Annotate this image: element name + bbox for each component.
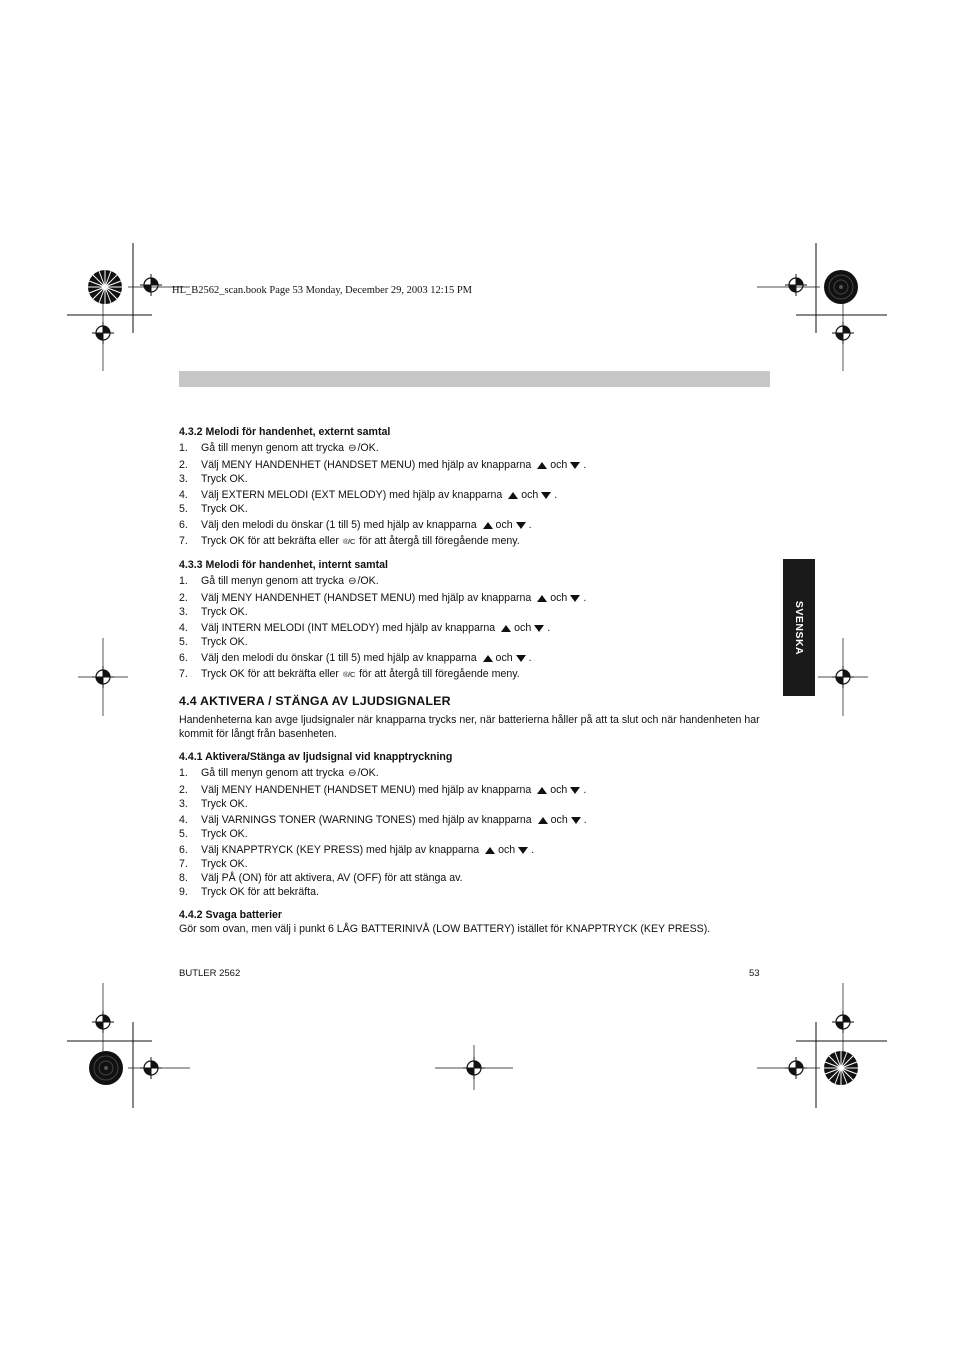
step-number: 4.: [179, 489, 188, 501]
step-number: 3.: [179, 798, 188, 810]
och-text: och: [495, 652, 513, 664]
list-item: [179, 766, 774, 781]
triangle-down-icon: [570, 462, 580, 469]
step-text-end: /OK.: [357, 442, 379, 454]
list-item: [179, 813, 774, 827]
step-text-end: .: [583, 459, 587, 471]
triangle-up-icon: [501, 625, 511, 632]
list-item: [179, 591, 774, 605]
triangle-down-icon: [541, 492, 551, 499]
step-text-end: .: [547, 622, 551, 634]
step-text-end: .: [554, 489, 558, 501]
triangle-down-icon: [571, 817, 581, 824]
step-number: 4.: [179, 622, 188, 634]
triangle-up-icon: [483, 655, 493, 662]
list-item: [179, 502, 774, 516]
list-item: [179, 441, 774, 456]
step-number: 6.: [179, 652, 188, 664]
triangle-up-icon: [538, 817, 548, 824]
och-text: och: [550, 784, 568, 796]
triangle-down-icon: [570, 595, 580, 602]
esc-c-icon: ®/C: [342, 670, 356, 679]
step-text-end: .: [528, 652, 532, 664]
list-item: [179, 635, 774, 649]
esc-c-icon: ®/C: [342, 537, 356, 546]
step-text: Välj den melodi du önskar (1 till 5) med hjälp av knapparna: [201, 519, 477, 531]
print-header: HL_B2562_scan.book Page 53 Monday, December 29, 2003 12:15 PM: [172, 285, 472, 296]
steps-list-4-3-2: [179, 441, 774, 549]
list-item: [179, 827, 774, 841]
list-item: [179, 574, 774, 589]
menu-icon: ⊖: [348, 576, 357, 587]
step-text: Välj MENY HANDENHET (HANDSET MENU) med hjälp av knapparna: [201, 592, 532, 604]
step-text-end: .: [583, 814, 587, 826]
step-number: 5.: [179, 636, 188, 648]
step-number: 2.: [179, 459, 188, 471]
step-text: Välj MENY HANDENHET (HANDSET MENU) med hjälp av knapparna: [201, 784, 532, 796]
triangle-up-icon: [508, 492, 518, 499]
och-text: och: [521, 489, 539, 501]
step-number: 2.: [179, 592, 188, 604]
step-text: Tryck OK för att bekräfta eller: [201, 668, 339, 680]
och-text: och: [550, 459, 568, 471]
step-number: 7.: [179, 858, 188, 870]
list-item: [179, 458, 774, 472]
step-text-end: .: [528, 519, 532, 531]
triangle-down-icon: [570, 787, 580, 794]
step-text: Tryck OK.: [201, 606, 248, 618]
step-number: 8.: [179, 872, 188, 884]
section-intro: Handenheterna kan avge ljudsignaler när knapparna trycks ner, när batterierna håller på att ta slut och när handenheten har kommit för långt från basenheten.: [179, 714, 760, 740]
triangle-down-icon: [534, 625, 544, 632]
step-number: 1.: [179, 767, 188, 779]
step-text: Gå till menyn genom att trycka: [201, 767, 345, 779]
step-text-end: /OK.: [357, 575, 379, 587]
step-text: Tryck OK.: [201, 798, 248, 810]
list-item: [179, 843, 774, 857]
list-item: [179, 797, 774, 811]
steps-list-4-3-3: [179, 574, 774, 682]
list-item: [179, 488, 774, 502]
triangle-up-icon: [537, 787, 547, 794]
step-text: Välj den melodi du önskar (1 till 5) med hjälp av knapparna: [201, 652, 477, 664]
triangle-down-icon: [516, 655, 526, 662]
list-item: [179, 885, 774, 899]
step-number: 2.: [179, 784, 188, 796]
step-text: Välj MENY HANDENHET (HANDSET MENU) med hjälp av knapparna: [201, 459, 532, 471]
step-text-end: .: [583, 784, 587, 796]
step-number: 3.: [179, 473, 188, 485]
step-number: 1.: [179, 575, 188, 587]
menu-icon: ⊖: [348, 443, 357, 454]
section-heading-4-4-2: 4.4.2 Svaga batterier: [179, 909, 283, 921]
step-text: Tryck OK.: [201, 503, 248, 515]
section-heading-4-4: 4.4 AKTIVERA / STÄNGA AV LJUDSIGNALER: [179, 694, 451, 708]
step-text-end: .: [583, 592, 587, 604]
page-content: [179, 425, 774, 936]
list-item: [179, 534, 774, 549]
step-text-end: för att återgå till föregående meny.: [359, 535, 520, 547]
step-text: Välj KNAPPTRYCK (KEY PRESS) med hjälp av knapparna: [201, 844, 480, 856]
footer-page-number: 53: [749, 968, 760, 979]
list-item: [179, 621, 774, 635]
step-text: Tryck OK för att bekräfta eller: [201, 535, 339, 547]
triangle-up-icon: [537, 462, 547, 469]
step-text: Tryck OK.: [201, 473, 248, 485]
step-text: Välj EXTERN MELODI (EXT MELODY) med hjälp av knapparna: [201, 489, 503, 501]
step-number: 7.: [179, 668, 188, 680]
list-item: [179, 871, 774, 885]
footer-product: BUTLER 2562: [179, 968, 241, 979]
list-item: [179, 651, 774, 665]
step-text: Tryck OK.: [201, 858, 248, 870]
steps-list-4-4-1: [179, 766, 774, 899]
step-number: 1.: [179, 442, 188, 454]
section-heading-4-3-2: 4.3.2 Melodi för handenhet, externt samtal: [179, 426, 391, 438]
och-text: och: [514, 622, 532, 634]
step-number: 5.: [179, 503, 188, 515]
step-text: Gå till menyn genom att trycka: [201, 575, 345, 587]
step-text: Välj INTERN MELODI (INT MELODY) med hjälp av knapparna: [201, 622, 496, 634]
och-text: och: [550, 592, 568, 604]
section-heading-4-3-3: 4.3.3 Melodi för handenhet, internt samtal: [179, 559, 388, 571]
menu-icon: ⊖: [348, 768, 357, 779]
language-tab-label: SVENSKA: [793, 600, 805, 655]
list-item: [179, 518, 774, 532]
step-text: Välj PÅ (ON) för att aktivera, AV (OFF) för att stänga av.: [201, 872, 463, 884]
list-item: [179, 472, 774, 486]
och-text: och: [498, 844, 516, 856]
step-text-end: .: [531, 844, 535, 856]
step-text-end: för att återgå till föregående meny.: [359, 668, 520, 680]
step-number: 3.: [179, 606, 188, 618]
step-text-end: /OK.: [357, 767, 379, 779]
header-bar: [179, 371, 770, 387]
step-text: Tryck OK.: [201, 828, 248, 840]
och-text: och: [495, 519, 513, 531]
section-heading-4-4-1: 4.4.1 Aktivera/Stänga av ljudsignal vid knapptryckning: [179, 751, 453, 763]
step-text: Tryck OK för att bekräfta.: [201, 886, 319, 898]
list-item: [179, 783, 774, 797]
triangle-down-icon: [518, 847, 528, 854]
triangle-up-icon: [485, 847, 495, 854]
step-number: 7.: [179, 535, 188, 547]
language-tab: [783, 559, 815, 696]
step-number: 6.: [179, 519, 188, 531]
triangle-up-icon: [483, 522, 493, 529]
triangle-down-icon: [516, 522, 526, 529]
step-text: Tryck OK.: [201, 636, 248, 648]
och-text: och: [550, 814, 568, 826]
list-item: [179, 605, 774, 619]
step-number: 9.: [179, 886, 188, 898]
battery-text: Gör som ovan, men välj i punkt 6 LÅG BATTERINIVÅ (LOW BATTERY) istället för KNAPPTRYCK (KEY PRESS).: [179, 923, 711, 935]
step-text: Gå till menyn genom att trycka: [201, 442, 345, 454]
list-item: [179, 667, 774, 682]
step-number: 6.: [179, 844, 188, 856]
step-number: 5.: [179, 828, 188, 840]
step-text: Välj VARNINGS TONER (WARNING TONES) med hjälp av knapparna: [201, 814, 532, 826]
list-item: [179, 857, 774, 871]
triangle-up-icon: [537, 595, 547, 602]
step-number: 4.: [179, 814, 188, 826]
